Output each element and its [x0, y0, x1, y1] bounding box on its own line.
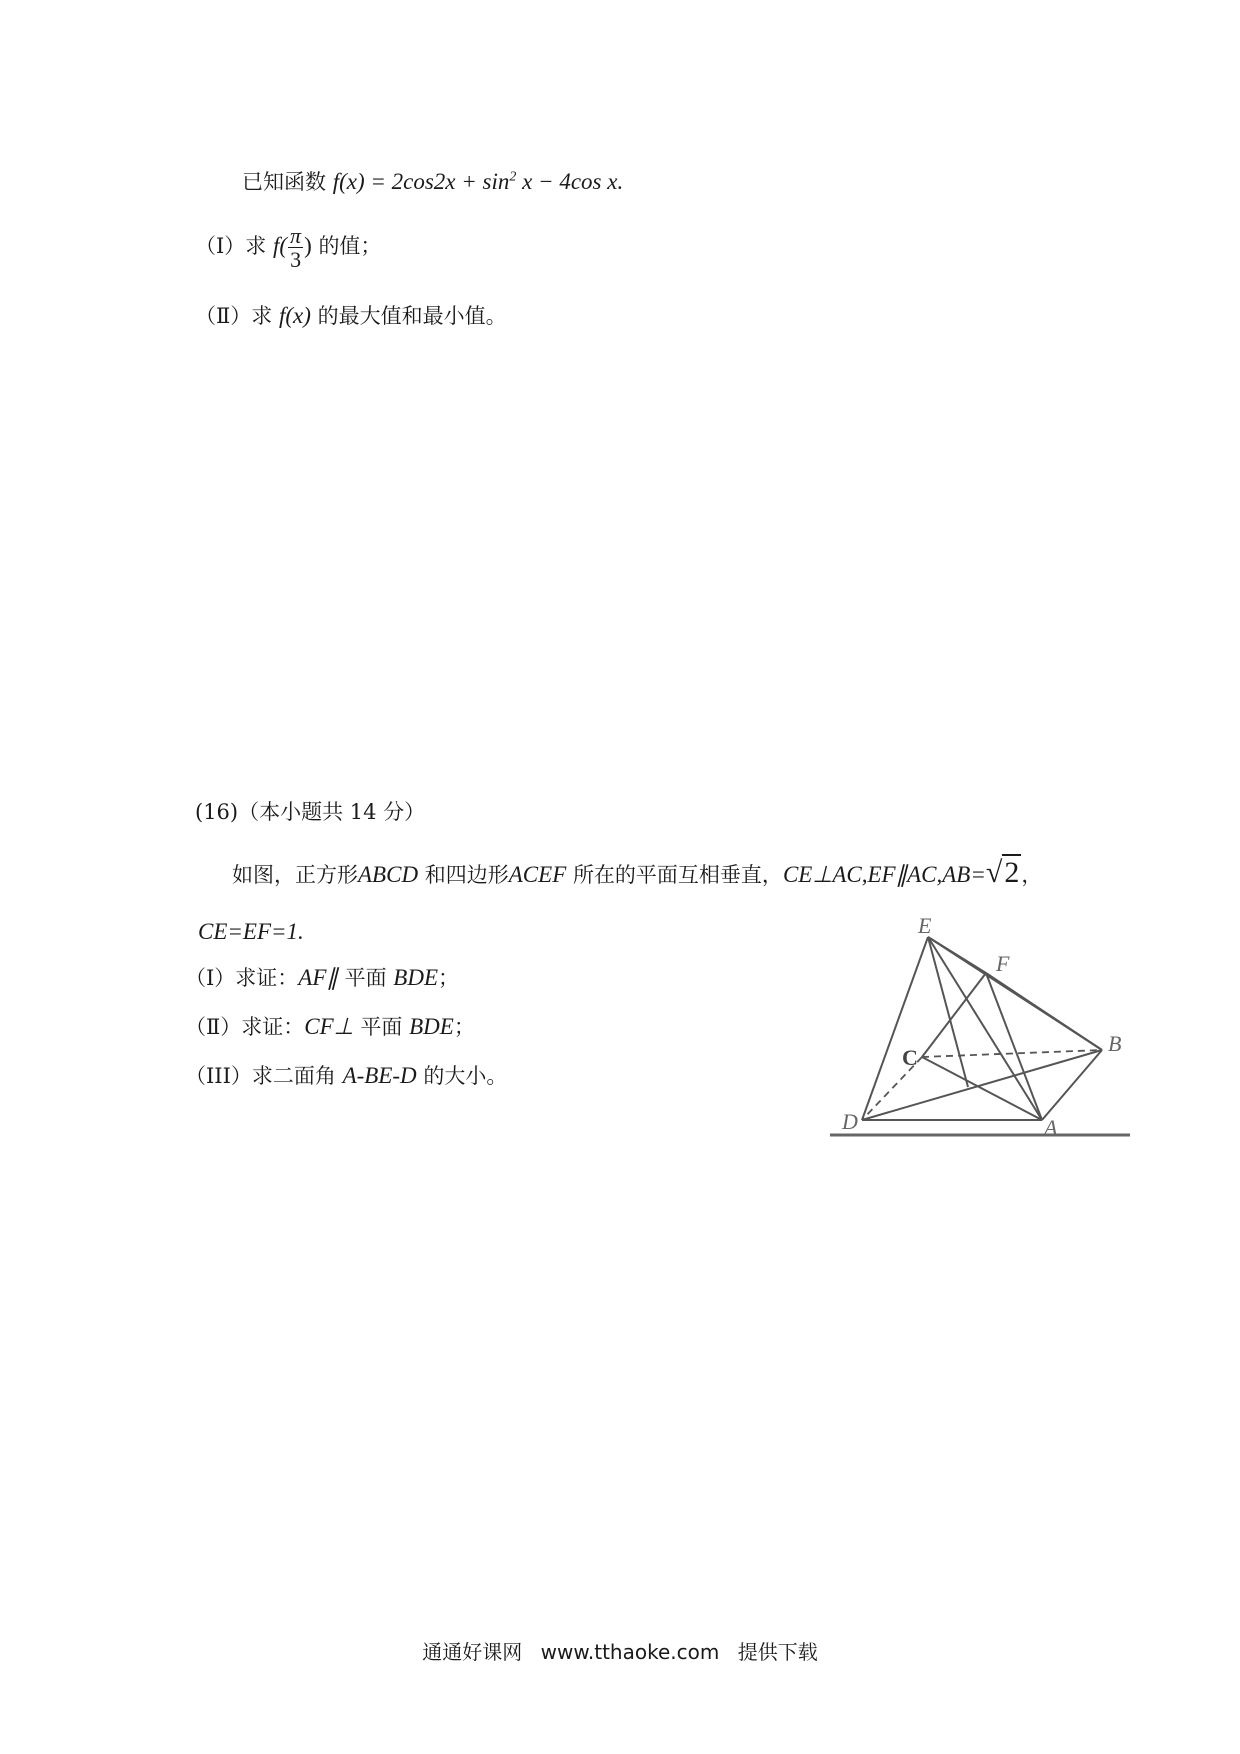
label-d: D: [842, 1109, 858, 1134]
q16-part3: （III）求二面角 A-BE-D 的大小。: [185, 1063, 508, 1088]
edge-f-b: [986, 973, 1102, 1050]
footer-tail: 提供下载: [737, 1640, 818, 1664]
q16-part2: （Ⅱ）求证：CF⊥ 平面 BDE；: [185, 1014, 475, 1039]
edge-e-d: [862, 937, 928, 1120]
pi-over-3-fraction: $\frac{\pi}{3}$: [290, 223, 302, 273]
q16-conditions: CE⊥AC,EF∥AC,AB=: [782, 862, 986, 887]
label-e: E: [918, 915, 932, 938]
q15-part2-tail: 的最大值和最小值。: [317, 304, 507, 328]
edge-d-b: [862, 1050, 1102, 1120]
q15-part2: [195, 302, 507, 330]
edge-f-a: [986, 973, 1042, 1120]
q15-part1: （Ⅰ）求 f( $\frac{\pi}{3}$ ) 的值；: [195, 223, 382, 273]
footer: [0, 1636, 1240, 1665]
edge-a-b: [1042, 1050, 1102, 1120]
sqrt-two: √2: [985, 856, 1020, 889]
q16-condition2: CE=EF=1.: [198, 919, 304, 944]
q15-part2-f: f(x): [278, 303, 311, 328]
q15-part1-tail: 的值；: [318, 234, 382, 259]
q16-part1: （Ⅰ）求证：AF∥ 平面 BDE；: [185, 965, 459, 990]
edge-c-a: [922, 1057, 1042, 1120]
q15-part2-label: （Ⅱ）求: [195, 304, 273, 328]
footer-url[interactable]: www.tthaoke.com: [540, 1640, 720, 1664]
q15-function: $f(x) = 2\cos 2x + \sin^2 x - 4\cos$ x.: [332, 169, 624, 194]
q15-part1-f: f(: [272, 233, 288, 259]
q15-intro: 已知函数: [242, 170, 326, 194]
label-a: A: [1044, 1115, 1058, 1140]
edge-e-a: [928, 937, 1042, 1120]
geometry-figure: [830, 915, 1150, 1145]
q16-header: (16)（本小题共 14 分）: [195, 800, 426, 824]
footer-site-name: 通通好课网: [422, 1640, 523, 1664]
label-b: B: [1108, 1031, 1122, 1056]
edge-c-b-dashed: [922, 1050, 1102, 1057]
q15-intro-line: [242, 168, 623, 196]
label-f: F: [996, 951, 1010, 976]
q15-part1-label: （Ⅰ）求: [195, 234, 267, 259]
q16-statement: 如图，正方形ABCD 和四边形ACEF 所在的平面互相垂直，CE⊥AC,EF∥AC,AB=√2，: [232, 856, 1043, 889]
label-c: C: [902, 1045, 918, 1070]
